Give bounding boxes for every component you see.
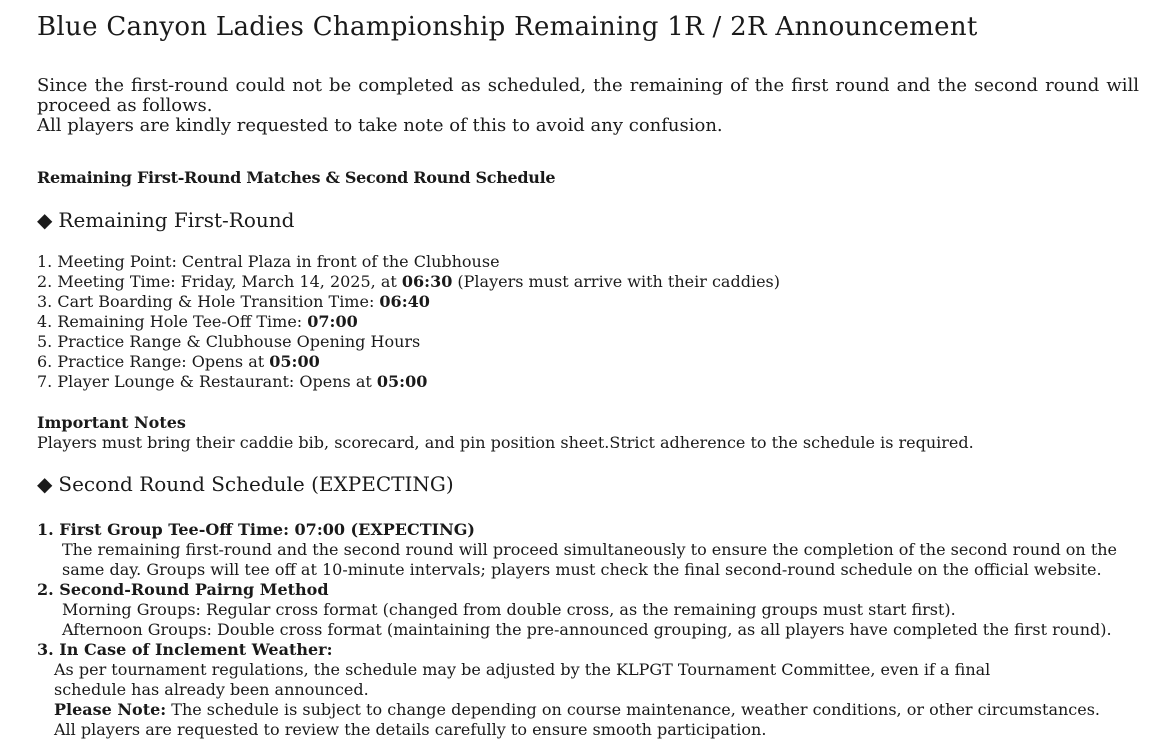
second-round-list <box>37 520 1118 740</box>
please-note-text: The schedule is subject to change depending on course maintenance, weather conditions, or other circumstances. <box>166 700 1101 719</box>
list-item-time: 06:40 <box>379 292 430 311</box>
list-item-text: 1. Meeting Point: Central Plaza in front of the Clubhouse <box>37 252 500 271</box>
first-round-heading-text: Remaining First-Round <box>58 208 295 232</box>
list-item-time: 05:00 <box>376 372 428 391</box>
intro-line-1: Since the first-round could not be completed as scheduled, the remaining of the first round and the second round will proceed as follows. <box>37 75 1139 116</box>
list-item-text: 6. Practice Range: Opens at <box>37 352 270 371</box>
second-round-item-3-line-2: schedule has already been announced. <box>54 680 369 699</box>
first-round-list <box>37 252 780 392</box>
second-round-item-3-line-4: All players are requested to review the details carefully to ensure smooth participation. <box>54 720 767 739</box>
list-item <box>37 252 780 272</box>
schedule-heading: Remaining First-Round Matches & Second Round Schedule <box>37 168 556 187</box>
list-item-text: 2. Meeting Time: Friday, March 14, 2025, at <box>37 272 402 291</box>
list-item <box>37 312 780 332</box>
second-round-item-3-line-1: As per tournament regulations, the schedule may be adjusted by the KLPGT Tournament Committee, even if a final <box>54 660 991 679</box>
list-item-time: 05:00 <box>269 352 320 371</box>
important-notes-label: Important Notes <box>37 413 186 432</box>
list-item <box>37 272 780 292</box>
first-round-heading <box>37 208 294 232</box>
important-notes <box>37 413 974 453</box>
list-item <box>37 332 780 352</box>
second-round-item-1-line-2: same day. Groups will tee off at 10-minute intervals; players must check the final second-round schedule on the official website. <box>62 560 1102 579</box>
list-item-suffix: (Players must arrive with their caddies) <box>452 272 780 291</box>
list-item-text: 3. Cart Boarding & Hole Transition Time: <box>37 292 380 311</box>
diamond-bullet-icon: ◆ <box>37 472 53 496</box>
second-round-item-2-line-1: Morning Groups: Regular cross format (changed from double cross, as the remaining groups must start first). <box>62 600 956 619</box>
second-round-heading <box>37 472 454 496</box>
important-notes-text: Players must bring their caddie bib, scorecard, and pin position sheet.Strict adherence to the schedule is required. <box>37 433 974 452</box>
list-item-text: 4. Remaining Hole Tee-Off Time: <box>37 312 308 331</box>
diamond-bullet-icon: ◆ <box>37 208 53 232</box>
second-round-item-1-line-1: The remaining first-round and the second round will proceed simultaneously to ensure the completion of the second round on the <box>62 540 1118 559</box>
intro-line-2: All players are kindly requested to take note of this to avoid any confusion. <box>37 115 723 136</box>
list-item <box>37 292 780 312</box>
list-item-text: 7. Player Lounge & Restaurant: Opens at <box>37 372 377 391</box>
page-title: Blue Canyon Ladies Championship Remaining 1R / 2R Announcement <box>37 12 978 42</box>
second-round-item-2-title: 2. Second-Round Pairng Method <box>37 580 329 599</box>
list-item-time: 07:00 <box>307 312 358 331</box>
second-round-heading-text: Second Round Schedule (EXPECTING) <box>58 472 454 496</box>
second-round-item-1-title: 1. First Group Tee-Off Time: 07:00 (EXPECTING) <box>37 520 475 539</box>
intro-paragraph <box>37 76 1139 136</box>
list-item <box>37 352 780 372</box>
second-round-item-2-line-2: Afternoon Groups: Double cross format (maintaining the pre-announced grouping, as all players have completed the first round). <box>62 620 1112 639</box>
list-item-text: 5. Practice Range & Clubhouse Opening Hours <box>37 332 421 351</box>
second-round-item-3-note <box>37 700 1101 720</box>
second-round-item-3-title: 3. In Case of Inclement Weather: <box>37 640 333 659</box>
list-item <box>37 372 780 392</box>
list-item-time: 06:30 <box>401 272 453 291</box>
please-note-label: Please Note: <box>54 700 167 719</box>
